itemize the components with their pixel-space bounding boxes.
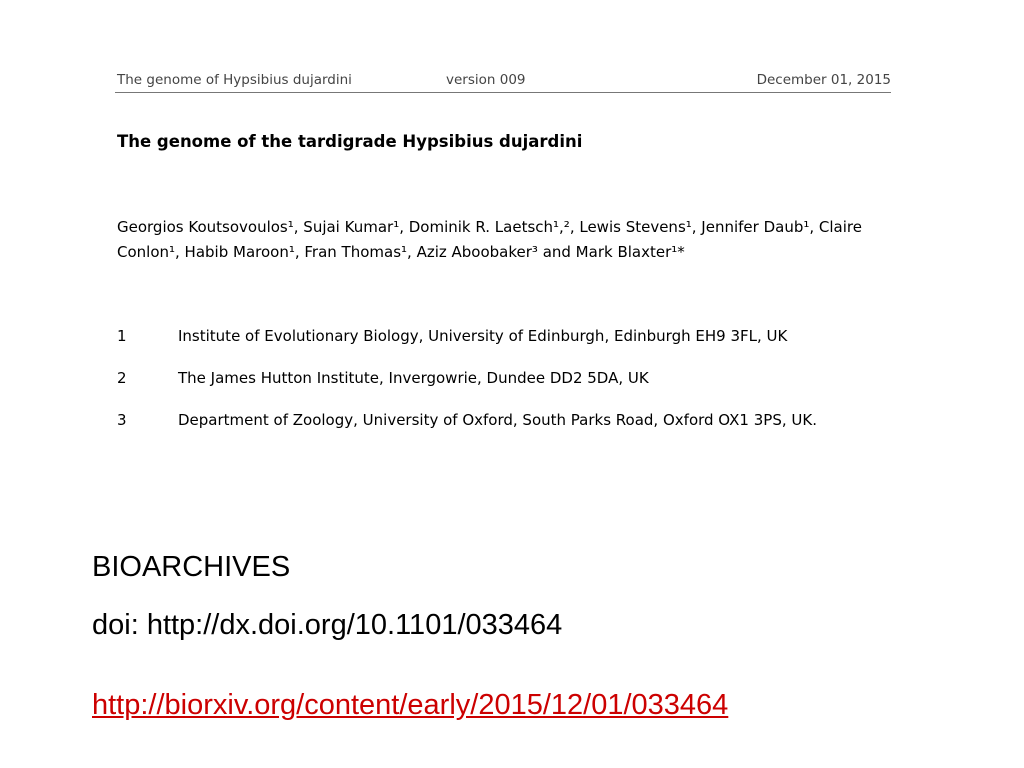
running-header-date: December 01, 2015	[756, 72, 891, 88]
paper-running-header	[115, 70, 891, 93]
affiliation-text: Department of Zoology, University of Oxford, South Parks Road, Oxford OX1 3PS, UK.	[178, 411, 817, 429]
author-list	[117, 215, 895, 265]
affiliation-number: 2	[117, 369, 127, 387]
affiliation-row	[117, 323, 897, 365]
affiliation-list	[117, 323, 897, 449]
source-archive-name: BIOARCHIVES	[92, 551, 291, 583]
author-line: Georgios Koutsovoulos¹, Sujai Kumar¹, Dominik R. Laetsch¹,², Lewis Stevens¹, Jennifer Daub¹, Claire	[117, 218, 862, 236]
paper-title: The genome of the tardigrade Hypsibius dujardini	[117, 132, 583, 151]
affiliation-number: 1	[117, 327, 127, 345]
affiliation-text: Institute of Evolutionary Biology, University of Edinburgh, Edinburgh EH9 3FL, UK	[178, 327, 788, 345]
doi-text: doi: http://dx.doi.org/10.1101/033464	[92, 609, 563, 641]
running-header-title: The genome of Hypsibius dujardini	[117, 72, 352, 88]
running-header-version: version 009	[446, 72, 526, 88]
affiliation-text: The James Hutton Institute, Invergowrie, Dundee DD2 5DA, UK	[178, 369, 649, 387]
author-line: Conlon¹, Habib Maroon¹, Fran Thomas¹, Aziz Aboobaker³ and Mark Blaxter¹*	[117, 243, 685, 261]
affiliation-number: 3	[117, 411, 127, 429]
affiliation-row	[117, 365, 897, 407]
affiliation-row	[117, 407, 897, 449]
biorxiv-link[interactable]: http://biorxiv.org/content/early/2015/12/01/033464	[92, 689, 729, 721]
